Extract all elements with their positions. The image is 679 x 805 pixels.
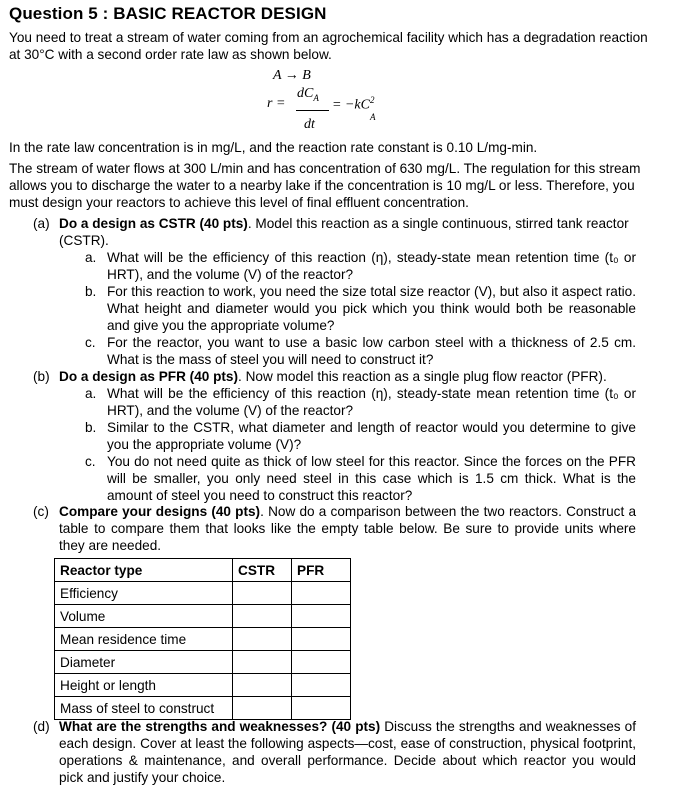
part-c-text bbox=[59, 503, 636, 554]
sub-text: You do not need quite as thick of low steel for this reactor. Since the forces on the PFR will be smaller, you only need steel in this case which is 1.5 cm thick. What is the amount of steel you need to construct this reactor? bbox=[107, 454, 636, 503]
sub-text: For this reaction to work, you need the size total size reactor (V), but also it aspect ratio. What height and diameter would you pick which you think would both be reasonable and give you the appropriate volume? bbox=[107, 284, 636, 333]
table-row bbox=[55, 697, 351, 720]
row-label: Mass of steel to construct bbox=[55, 697, 233, 720]
part-c-heading: Compare your designs (40 pts) bbox=[59, 504, 261, 519]
table-row bbox=[55, 651, 351, 674]
header-pfr: PFR bbox=[292, 559, 351, 582]
question-title: Question 5 : BASIC REACTOR DESIGN bbox=[9, 4, 327, 23]
row-label: Volume bbox=[55, 605, 233, 628]
row-label: Mean residence time bbox=[55, 628, 233, 651]
comparison-table bbox=[54, 558, 351, 720]
sub-label: a. bbox=[85, 250, 97, 265]
part-b-rest: . Now model this reaction as a single plug flow reactor (PFR). bbox=[238, 369, 607, 384]
part-b-heading: Do a design as PFR (40 pts) bbox=[59, 369, 239, 384]
rhs-subscript: A bbox=[370, 112, 376, 122]
part-b-sub-c bbox=[85, 453, 636, 504]
empty-cell bbox=[233, 651, 292, 674]
rate-numerator bbox=[297, 86, 319, 103]
intro-paragraph: You need to treat a stream of water coming from an agrochemical facility which has a degradation reaction at 30°C with a second order rate law as shown below. bbox=[9, 30, 648, 63]
part-a-sub-b bbox=[85, 283, 636, 334]
rate-rhs bbox=[332, 95, 374, 114]
sub-label: b. bbox=[85, 284, 97, 299]
empty-cell bbox=[292, 674, 351, 697]
sub-text: Similar to the CSTR, what diameter and length of reactor would you determine to give you the appropriate volume (V)? bbox=[107, 420, 636, 452]
part-b-text bbox=[59, 368, 643, 385]
part-d-label: (d) bbox=[33, 719, 50, 734]
numerator-text: dC bbox=[297, 86, 314, 101]
sub-text: For the reactor, you want to use a basic low carbon steel with a thickness of 2.5 cm. What is the mass of steel you will need to construct it? bbox=[107, 335, 636, 367]
part-a-rest: . Model this reaction as a single continuous, stirred tank reactor (CSTR). bbox=[59, 216, 629, 248]
part-b-sub-a bbox=[85, 385, 636, 419]
sub-label: b. bbox=[85, 420, 97, 435]
fraction-bar bbox=[296, 110, 329, 111]
sub-text: What will be the efficiency of this reaction (η), steady-state mean retention time (t₀ or HRT), and the volume (V) of the reactor? bbox=[107, 250, 636, 282]
part-a-sub-c bbox=[85, 334, 636, 368]
header-cstr: CSTR bbox=[233, 559, 292, 582]
rate-denominator: dt bbox=[304, 117, 315, 132]
table-row bbox=[55, 674, 351, 697]
empty-cell bbox=[233, 605, 292, 628]
sub-label: a. bbox=[85, 386, 97, 401]
part-c bbox=[33, 503, 636, 554]
row-label: Height or length bbox=[55, 674, 233, 697]
table-header-row bbox=[55, 559, 351, 582]
part-a-text bbox=[59, 215, 636, 249]
empty-cell bbox=[292, 605, 351, 628]
rate-lhs: r = bbox=[267, 96, 286, 111]
numerator-subscript: A bbox=[313, 92, 319, 103]
empty-cell bbox=[292, 697, 351, 720]
empty-cell bbox=[233, 697, 292, 720]
table-row bbox=[55, 582, 351, 605]
empty-cell bbox=[233, 628, 292, 651]
part-b-label: (b) bbox=[33, 369, 50, 384]
part-a-sub-a bbox=[85, 249, 636, 283]
part-c-rest: . Now do a comparison between the two reactors. Construct a table to compare them that looks like the empty table below. Be sure to provide units where they are needed. bbox=[59, 504, 637, 553]
part-d-heading: What are the strengths and weaknesses? (40 pts) bbox=[59, 719, 381, 734]
part-a-heading: Do a design as CSTR (40 pts) bbox=[59, 216, 248, 231]
rhs-text: = −kC bbox=[332, 97, 370, 113]
rhs-superscript: 2 bbox=[369, 95, 375, 105]
part-a-label: (a) bbox=[33, 216, 50, 231]
part-d-text bbox=[59, 718, 636, 786]
sub-text: What will be the efficiency of this reaction (η), steady-state mean retention time (t₀ or HRT), and the volume (V) of the reactor? bbox=[107, 386, 636, 418]
stream-paragraph: The stream of water flows at 300 L/min and has concentration of 630 mg/L. The regulation for this stream allows you to discharge the water to a nearby lake if the concentration is 10 mg/L or less. Therefore, you must design your reactors to achieve this level of final effluent concentration. bbox=[9, 161, 641, 211]
empty-cell bbox=[292, 651, 351, 674]
row-label: Diameter bbox=[55, 651, 233, 674]
empty-cell bbox=[233, 674, 292, 697]
sub-label: c. bbox=[85, 335, 96, 350]
part-b-sub-b bbox=[85, 419, 636, 453]
row-label: Efficiency bbox=[55, 582, 233, 605]
part-d bbox=[33, 718, 636, 786]
sub-label: c. bbox=[85, 454, 96, 469]
part-a bbox=[33, 215, 636, 249]
part-b bbox=[33, 368, 643, 385]
table-row bbox=[55, 605, 351, 628]
part-c-label: (c) bbox=[33, 504, 49, 519]
table-row bbox=[55, 628, 351, 651]
reaction-text: A → B bbox=[273, 68, 311, 83]
rate-constant-paragraph: In the rate law concentration is in mg/L, and the reaction rate constant is 0.10 L/mg-min. bbox=[9, 140, 538, 155]
empty-cell bbox=[233, 582, 292, 605]
part-d-rest: Discuss the strengths and weaknesses of each design. Cover at least the following aspects—cost, ease of construction, physical footprint, operations & maintenance, and overall performance. Decide about which reactor you would pick and justify your choice. bbox=[59, 719, 636, 785]
empty-cell bbox=[292, 582, 351, 605]
empty-cell bbox=[292, 628, 351, 651]
header-reactor-type: Reactor type bbox=[55, 559, 233, 582]
